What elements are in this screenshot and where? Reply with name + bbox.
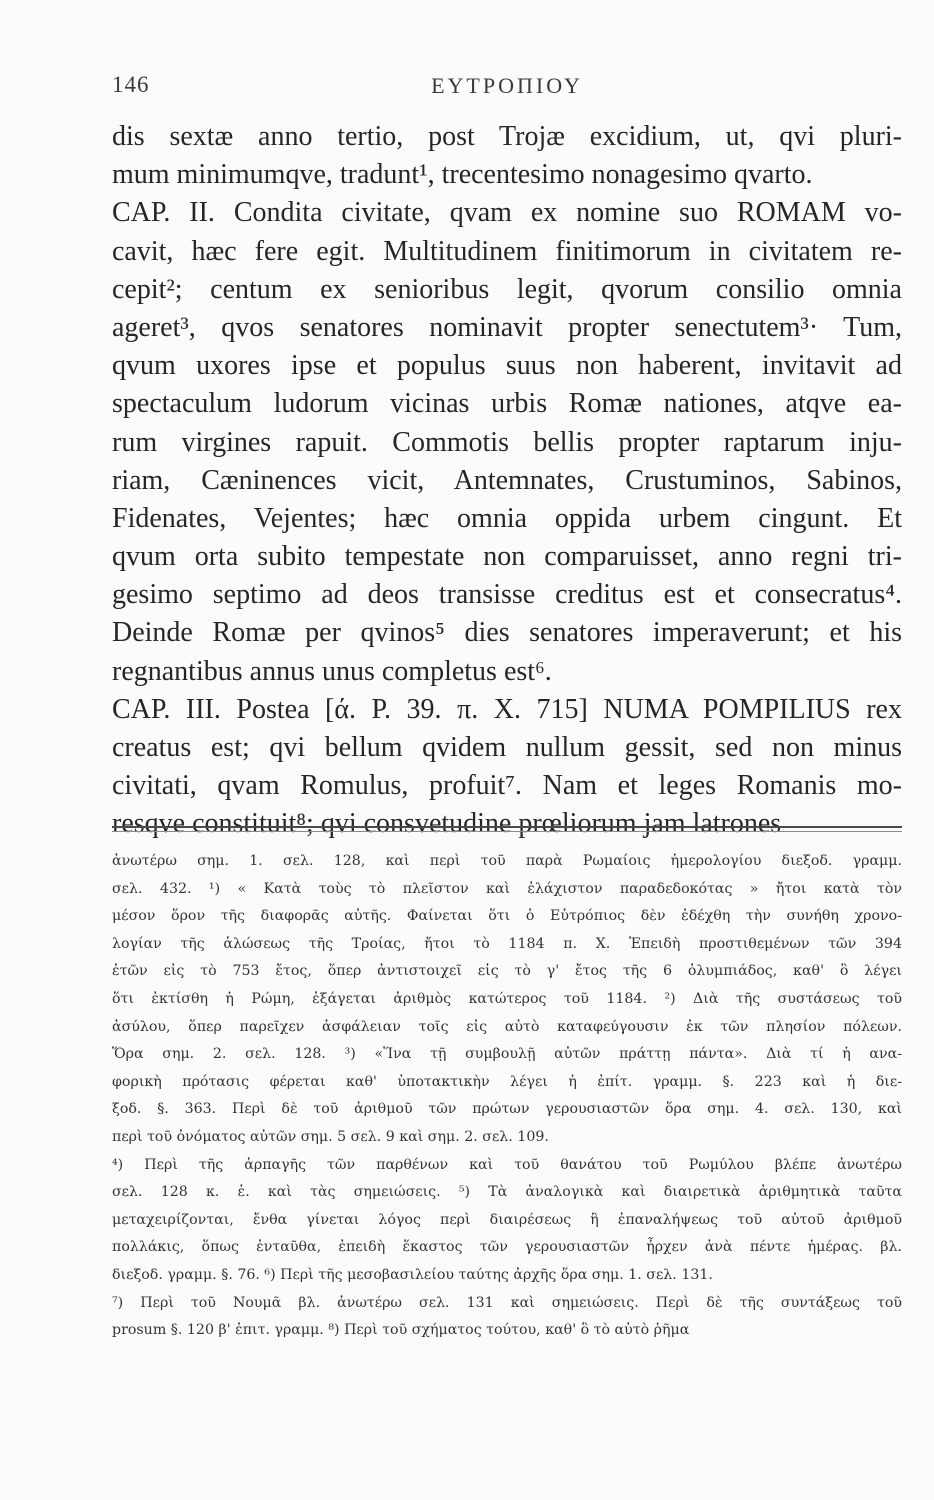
footnote-line: ⁷) Περὶ τοῦ Νουμᾶ βλ. ἀνωτέρω σελ. 131 καὶ σημειώσεις. Περὶ δὲ τῆς συντάξεως τοῦ (112, 1294, 902, 1311)
body-text-line: cavit, hæc fere egit. Multitudinem finitimorum in civitatem re- (112, 235, 902, 267)
footnote-line: ⁴) Περὶ τῆς ἁρπαγῆς τῶν παρθένων καὶ τοῦ θανάτου τοῦ Ρωμύλου βλέπε ἀνωτέρω (112, 1156, 902, 1173)
body-text-line: civitati, qvam Romulus, profuit⁷. Nam et leges Romanis mo- (112, 770, 902, 802)
running-title: ΕΥΤΡΟΠΙΟΥ (431, 73, 583, 98)
page-number: 146 (112, 72, 150, 97)
footnote-line: διεξοδ. γραμμ. §. 76. ⁶) Περὶ τῆς μεσοβασιλείου ταύτης ἀρχῆς ὅρα σημ. 1. σελ. 131. (112, 1266, 713, 1283)
footnote-separator-thin-rule (112, 831, 902, 832)
footnote-line: σελ. 128 κ. ἑ. καὶ τὰς σημειώσεις. ⁵) Τὰ ἀναλογικὰ καὶ διαιρετικὰ ἀριθμητικὰ ταῦτα (112, 1184, 902, 1201)
body-text-line: CAP. II. Condita civitate, qvam ex nomine suo ROMAM vo- (112, 197, 902, 229)
body-text-line: qvum orta subito tempestate non comparuisset, anno regni tri- (112, 541, 902, 573)
footnote-line: μεταχειρίζονται, ἔνθα γίνεται λόγος περὶ διαιρέσεως ἢ ἐπαναλήψεως τοῦ αὐτοῦ ἀριθμοῦ (112, 1211, 902, 1228)
body-text-line: qvum uxores ipse et populus suus non haberent, invitavit ad (112, 350, 902, 382)
footnote-line: μέσον ὅρον τῆς διαφορᾶς αὐτῆς. Φαίνεται ὅτι ὁ Εὐτρόπιος δὲν ἐδέχθη τὴν συνήθη χρονο- (112, 908, 902, 925)
footnote-line: prosum §. 120 β' ἐπιτ. γραμμ. ⁸) Περὶ τοῦ σχήματος τούτου, καθ' ὃ τὸ αὐτὸ ῥῆμα (112, 1322, 690, 1339)
footnote-line: σελ. 432. ¹) « Κατὰ τοὺς τὸ πλεῖστον καὶ ἐλάχιστον παραδεδοκότας » ἤτοι κατὰ τὸν (112, 880, 902, 897)
body-text-line: ageret³, qvos senatores nominavit propter senectutem³· Tum, (112, 311, 902, 343)
body-text-line: Fidenates, Vejentes; hæc omnia oppida urbem cingunt. Et (112, 502, 902, 534)
body-text-line: cepit²; centum ex senioribus legit, qvorum consilio omnia (112, 273, 902, 305)
body-text-line: rum virgines rapuit. Commotis bellis propter raptarum inju- (112, 426, 902, 458)
footnote-line: πολλάκις, ὅπως ἐνταῦθα, ἐπειδὴ ἕκαστος τῶν γερουσιαστῶν ἦρχεν ἀνὰ πέντε ἡμέρας. βλ. (112, 1239, 902, 1256)
footnote-line: ὅτι ἐκτίσθη ἡ Ρώμη, ἐξάγεται ἀριθμὸς κατώτερος τοῦ 1184. ²) Διὰ τῆς συστάσεως τοῦ (112, 990, 902, 1007)
footnote-line: ἐτῶν εἰς τὸ 753 ἔτος, ὅπερ ἀντιστοιχεῖ εἰς τὸ γ' ἔτος τῆς 6 ὀλυμπιάδος, καθ' ὃ λέγει (112, 963, 902, 980)
body-text-line: spectaculum ludorum vicinas urbis Romæ nationes, atqve ea- (112, 388, 902, 420)
footnote-line: φορικὴ πρότασις φέρεται καθ' ὑποτακτικὴν λέγει ἡ ἐπίτ. γραμμ. §. 223 καὶ ἡ διε- (112, 1073, 902, 1090)
footnote-line: ἀσύλου, ὅπερ παρεῖχεν ἀσφάλειαν τοῖς εἰς αὐτὸ καταφεύγουσιν ἐκ τῶν πλησίον πόλεων. (112, 1018, 902, 1035)
page-header (112, 70, 902, 106)
body-text-line: regnantibus annus unus completus est⁶. (112, 655, 552, 687)
main-text (112, 118, 902, 844)
body-text-line: Deinde Romæ per qvinos⁵ dies senatores imperaverunt; et his (112, 617, 902, 649)
footnote-separator-rule (112, 826, 902, 828)
footnote-line: λογίαν τῆς ἁλώσεως τῆς Τροίας, ἤτοι τὸ 1184 π. Χ. Ἐπειδὴ προστιθεμένων τῶν 394 (112, 935, 902, 952)
body-text-line: mum minimumqve, tradunt¹, trecentesimo nonagesimo qvarto. (112, 159, 813, 191)
body-text-line: creatus est; qvi bellum qvidem nullum gessit, sed non minus (112, 732, 902, 763)
body-text-line: dis sextæ anno tertio, post Trojæ excidium, ut, qvi pluri- (112, 121, 902, 152)
body-text-line: resqve constituit⁸; qvi consvetudine prœliorum jam latrones (112, 808, 782, 840)
body-text-line: riam, Cæninences vicit, Antemnates, Crustuminos, Sabinos, (112, 464, 902, 496)
footnote-line: ξοδ. §. 363. Περὶ δὲ τοῦ ἀριθμοῦ τῶν πρώτων γερουσιαστῶν ὅρα σημ. 4. σελ. 130, καὶ (112, 1101, 902, 1118)
footnote-line: περὶ τοῦ ὀνόματος αὐτῶν σημ. 5 σελ. 9 καὶ σημ. 2. σελ. 109. (112, 1128, 549, 1145)
body-text-line: gesimo septimo ad deos transisse creditus est et consecratus⁴. (112, 579, 902, 611)
footnotes (112, 848, 902, 1345)
footnote-line: Ὅρα σημ. 2. σελ. 128. ³) «Ἵνα τῇ συμβουλῇ αὐτῶν πράττῃ πάντα». Διὰ τί ἡ ανα- (112, 1046, 902, 1063)
body-text-line: CAP. III. Postea [ά. P. 39. π. X. 715] NUMA POMPILIUS rex (112, 693, 902, 725)
footnote-line: ἀνωτέρω σημ. 1. σελ. 128, καὶ περὶ τοῦ παρὰ Ρωμαίοις ἡμερολογίου διεξοδ. γραμμ. (112, 853, 902, 869)
